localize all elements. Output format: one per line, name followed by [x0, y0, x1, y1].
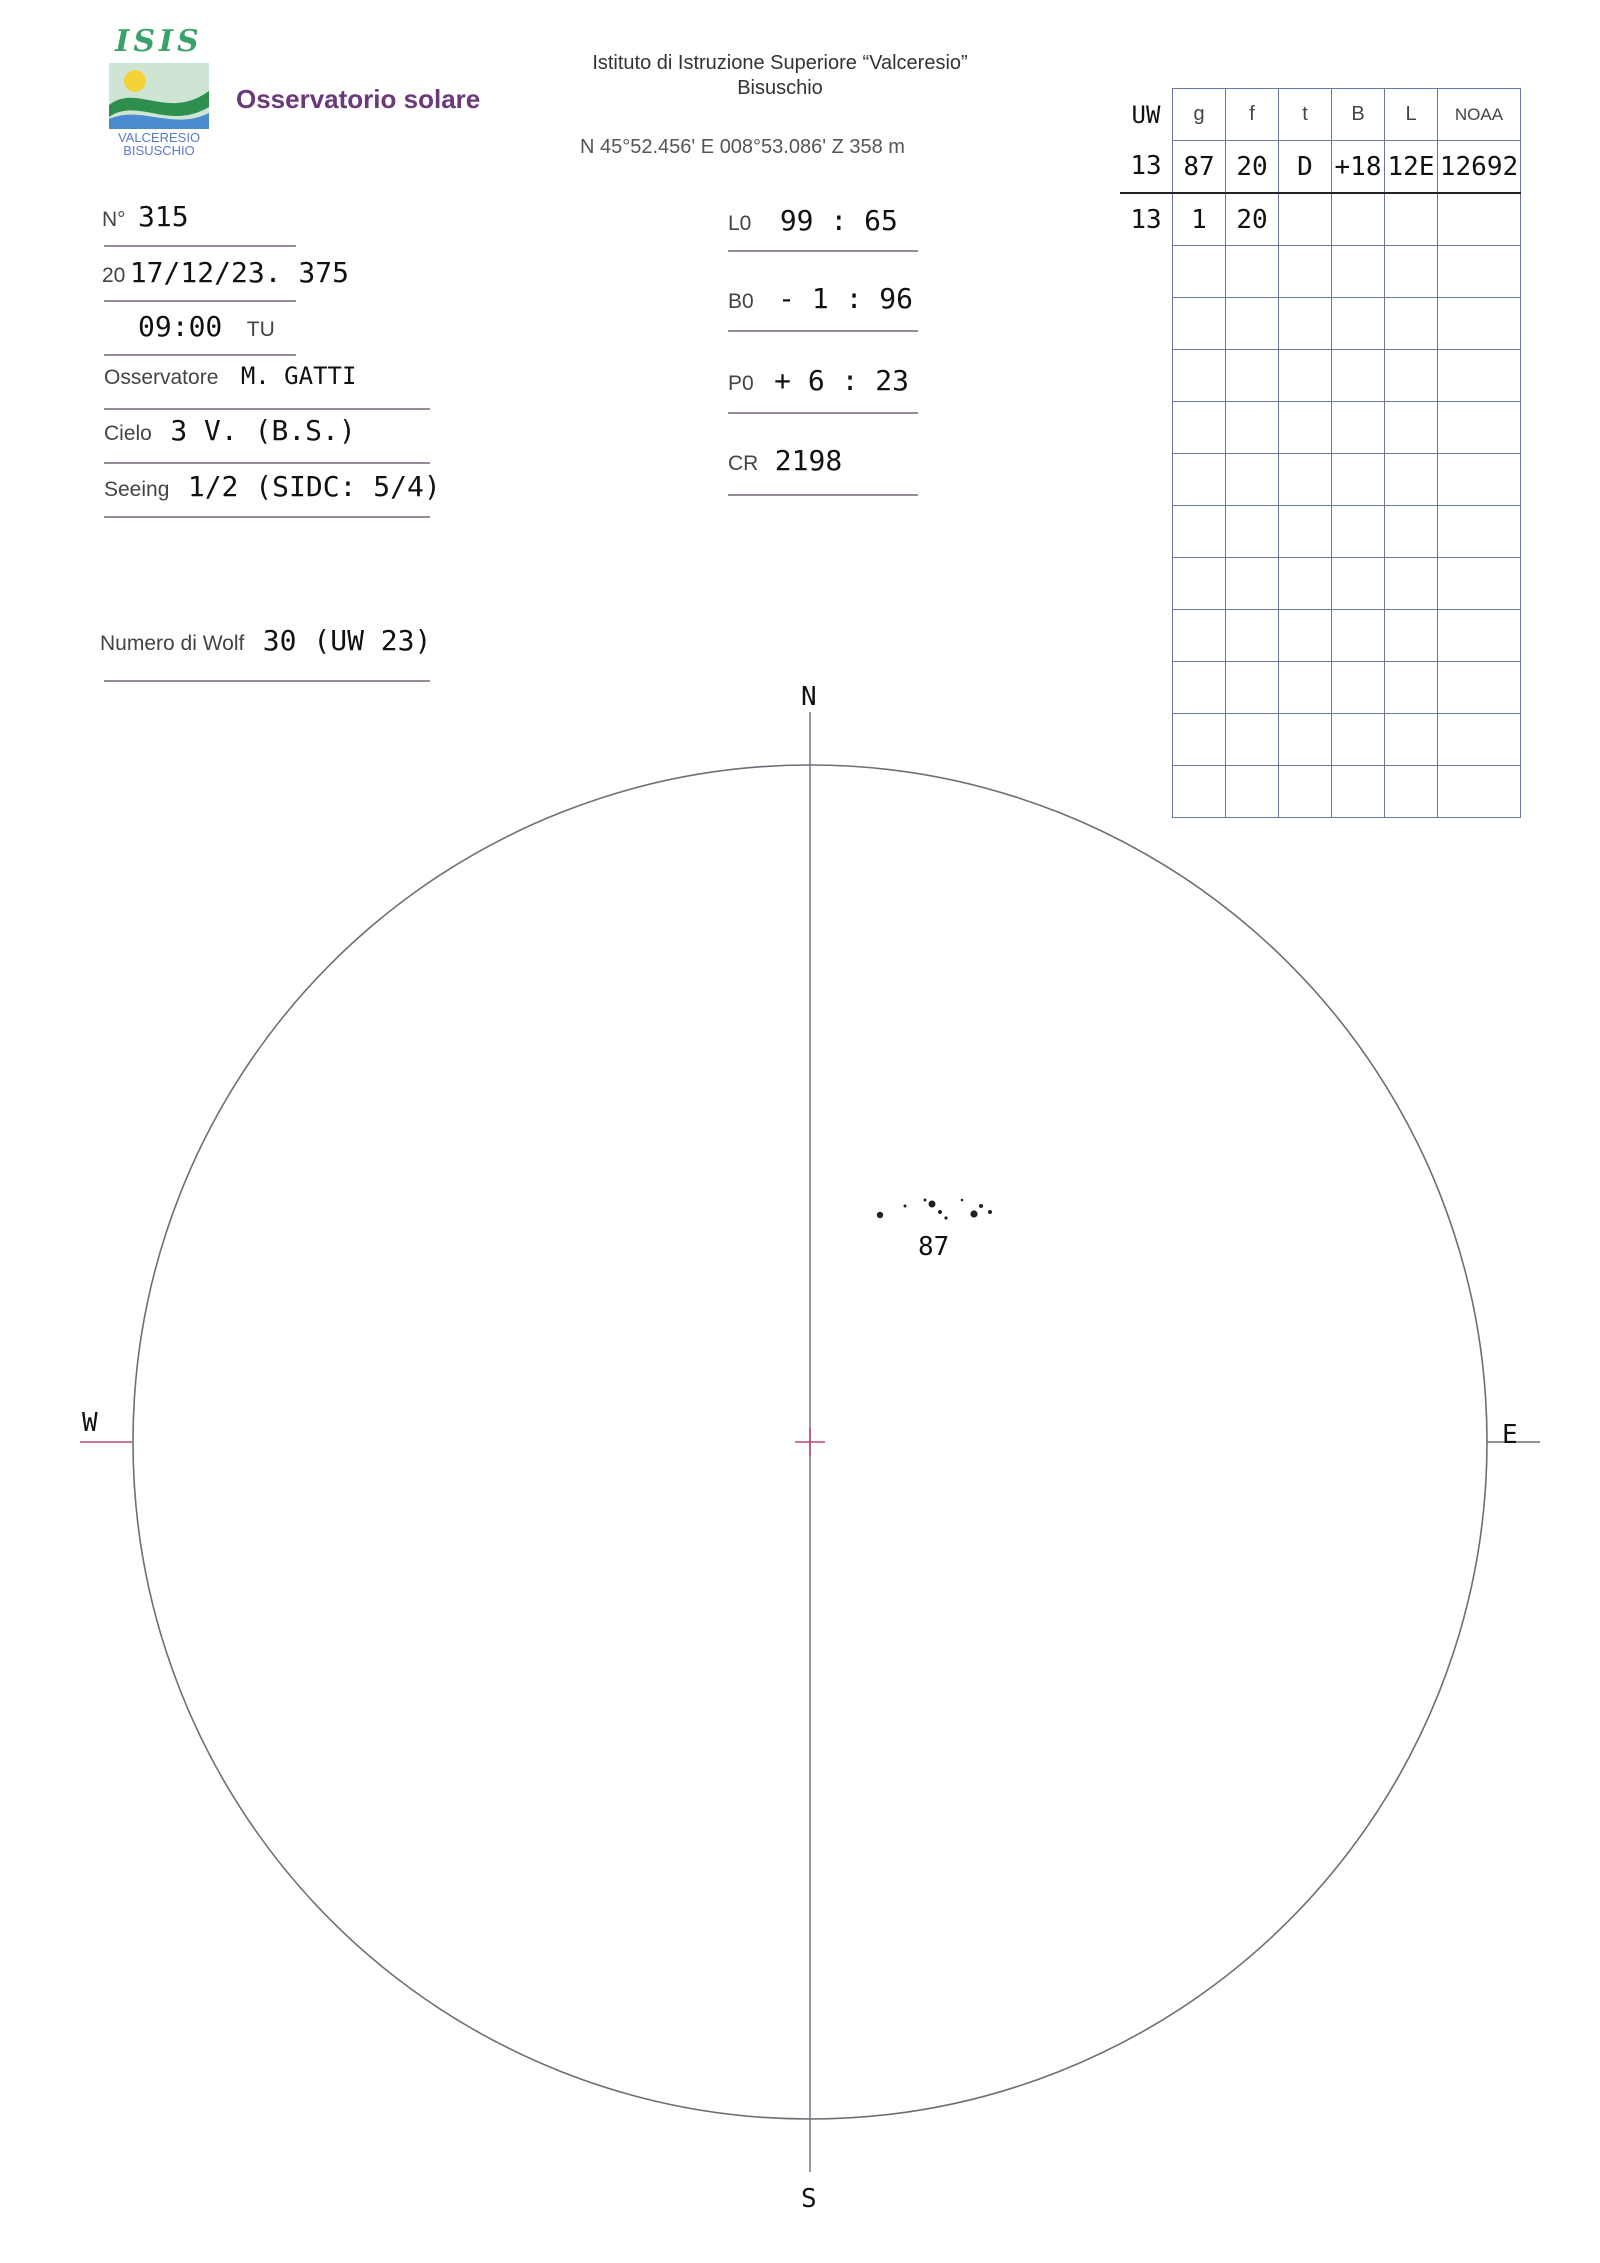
table-cell [1120, 766, 1173, 818]
table-cell [1438, 714, 1521, 766]
table-cell [1438, 298, 1521, 350]
divider [104, 408, 430, 410]
table-row [1120, 506, 1521, 558]
table-cell [1385, 454, 1438, 506]
divider [728, 412, 918, 414]
observatory-title: Osservatorio solare [236, 84, 481, 114]
divider [728, 250, 918, 252]
divider [104, 462, 430, 464]
table-cell [1279, 662, 1332, 714]
table-cell [1279, 766, 1332, 818]
table-cell: 20 [1226, 193, 1279, 246]
table-header-cell: f [1226, 89, 1279, 141]
table-cell: 20 [1226, 141, 1279, 194]
sunspot [929, 1201, 936, 1208]
sunspot [938, 1210, 942, 1214]
table-cell [1332, 558, 1385, 610]
logo-graphic [107, 61, 211, 131]
table-cell [1438, 246, 1521, 298]
number-value: 315 [138, 200, 189, 233]
wolf-field [100, 624, 431, 657]
divider [728, 330, 918, 332]
divider [104, 354, 296, 356]
table-cell [1332, 350, 1385, 402]
table-cell [1279, 298, 1332, 350]
table-cell [1226, 662, 1279, 714]
table-header-cell: B [1332, 89, 1385, 141]
table-cell [1279, 454, 1332, 506]
table-cell [1279, 558, 1332, 610]
date-prefix: 20 [102, 264, 126, 287]
table-cell [1385, 246, 1438, 298]
table-cell [1226, 766, 1279, 818]
table-row [1120, 246, 1521, 298]
table-cell [1332, 193, 1385, 246]
number-field [102, 200, 189, 233]
cr-value: 2198 [774, 444, 843, 477]
table-cell [1226, 350, 1279, 402]
table-cell [1120, 558, 1173, 610]
divider [104, 300, 296, 302]
number-label: N° [102, 208, 126, 231]
sky-label: Cielo [104, 422, 152, 445]
table-cell [1120, 246, 1173, 298]
table-row [1120, 662, 1521, 714]
observer-field [104, 362, 356, 390]
table-cell [1120, 662, 1173, 714]
west-label: W [82, 1408, 98, 1438]
table-row [1120, 193, 1521, 246]
table-cell [1226, 298, 1279, 350]
table-cell [1438, 193, 1521, 246]
table-cell [1226, 714, 1279, 766]
table-cell [1438, 506, 1521, 558]
table-cell [1438, 402, 1521, 454]
table-cell [1385, 298, 1438, 350]
divider [104, 680, 430, 682]
table-cell [1438, 558, 1521, 610]
table-header-cell: UW [1120, 89, 1173, 141]
sunspot [961, 1199, 964, 1202]
table-cell [1226, 402, 1279, 454]
table-cell [1120, 506, 1173, 558]
table-cell [1173, 714, 1226, 766]
table-cell [1385, 402, 1438, 454]
p0-label: P0 [728, 372, 754, 395]
table-cell [1332, 454, 1385, 506]
table-cell: 12E [1385, 141, 1438, 194]
table-row [1120, 350, 1521, 402]
l0-value: 99 : 65 [779, 204, 898, 237]
table-cell [1385, 662, 1438, 714]
sky-value: 3 V. (B.S.) [170, 414, 356, 447]
table-cell [1332, 506, 1385, 558]
table-cell [1385, 350, 1438, 402]
table-cell [1385, 193, 1438, 246]
table-cell [1438, 766, 1521, 818]
sunspot [988, 1210, 992, 1214]
table-cell: 12692 [1438, 141, 1521, 194]
table-cell [1438, 350, 1521, 402]
table-cell [1226, 246, 1279, 298]
time-field [138, 310, 275, 343]
table-cell [1279, 246, 1332, 298]
table-row [1120, 141, 1521, 194]
table-cell [1173, 662, 1226, 714]
institute-block [520, 52, 1040, 100]
table-cell: 87 [1173, 141, 1226, 194]
table-cell [1279, 193, 1332, 246]
sunspot [904, 1205, 907, 1208]
table-cell [1332, 246, 1385, 298]
divider [728, 494, 918, 496]
table-cell [1332, 714, 1385, 766]
table-cell [1279, 350, 1332, 402]
table-row [1120, 610, 1521, 662]
sunspot [924, 1199, 927, 1202]
p0-value: + 6 : 23 [774, 364, 909, 397]
time-suffix: TU [246, 318, 275, 341]
table-cell [1120, 610, 1173, 662]
table-cell [1385, 506, 1438, 558]
table-cell: 13 [1120, 141, 1173, 194]
table-cell [1173, 454, 1226, 506]
table-cell [1120, 454, 1173, 506]
table-cell [1385, 610, 1438, 662]
table-header-row [1120, 89, 1521, 141]
l0-label: L0 [728, 212, 752, 235]
table-cell [1173, 610, 1226, 662]
institute-name: Istituto di Istruzione Superiore “Valceresio” [592, 52, 968, 74]
seeing-value: 1/2 (SIDC: 5/4) [187, 470, 441, 503]
table-cell [1385, 714, 1438, 766]
table-cell [1332, 610, 1385, 662]
group-number-label: 87 [918, 1232, 950, 1262]
wolf-label: Numero di Wolf [100, 632, 245, 655]
table-header-cell: g [1173, 89, 1226, 141]
institute-town: Bisuschio [737, 77, 823, 99]
table-cell [1332, 402, 1385, 454]
table-cell [1438, 662, 1521, 714]
table-cell [1173, 246, 1226, 298]
table-cell [1173, 766, 1226, 818]
table-cell [1120, 298, 1173, 350]
south-label: S [801, 2184, 817, 2214]
table-cell [1279, 610, 1332, 662]
sunspot [979, 1204, 983, 1208]
table-row [1120, 298, 1521, 350]
logo-text: ISIS [115, 24, 203, 59]
table-row [1120, 402, 1521, 454]
table-cell [1226, 558, 1279, 610]
b0-value: - 1 : 96 [778, 282, 913, 315]
table-cell [1279, 714, 1332, 766]
table-cell: 13 [1120, 193, 1173, 246]
table-row [1120, 714, 1521, 766]
table-cell: +18 [1332, 141, 1385, 194]
seeing-field [104, 470, 441, 503]
solar-disk [133, 765, 1487, 2119]
site-coordinates: N 45°52.456' E 008°53.086' Z 358 m [580, 136, 905, 158]
date-value: 17/12/23. 375 [129, 256, 349, 289]
date-field [102, 256, 349, 289]
table-cell [1385, 766, 1438, 818]
table-header-cell: t [1279, 89, 1332, 141]
table-cell [1438, 610, 1521, 662]
divider [104, 245, 296, 247]
table-cell [1332, 662, 1385, 714]
logo-caption: VALCERESIO BISUSCHIO [117, 130, 201, 158]
table-cell [1226, 506, 1279, 558]
table-cell [1173, 402, 1226, 454]
sunspot [944, 1216, 947, 1219]
table-cell [1279, 506, 1332, 558]
table-cell [1279, 402, 1332, 454]
table-cell [1385, 558, 1438, 610]
sunspot [877, 1212, 883, 1218]
table-cell [1226, 454, 1279, 506]
table-cell [1120, 350, 1173, 402]
east-label: E [1502, 1420, 1518, 1450]
table-header-cell: L [1385, 89, 1438, 141]
seeing-label: Seeing [104, 478, 170, 501]
table-header-cell: NOAA [1438, 89, 1521, 141]
table-cell: D [1279, 141, 1332, 194]
table-row [1120, 558, 1521, 610]
table-row [1120, 454, 1521, 506]
north-label: N [801, 682, 817, 712]
table-cell: 1 [1173, 193, 1226, 246]
table-cell [1173, 558, 1226, 610]
sunspot [970, 1210, 977, 1217]
table-cell [1120, 714, 1173, 766]
divider [104, 516, 430, 518]
b0-field [728, 282, 913, 315]
time-value: 09:00 [138, 310, 223, 343]
table-cell [1226, 610, 1279, 662]
table-cell [1173, 298, 1226, 350]
table-cell [1332, 766, 1385, 818]
sunspot-group-87 [877, 1199, 992, 1220]
table-cell [1120, 402, 1173, 454]
logo [104, 24, 214, 157]
cr-field [728, 444, 842, 477]
sky-field [104, 414, 356, 447]
table-cell [1332, 298, 1385, 350]
l0-field [728, 204, 898, 237]
wolf-value: 30 (UW 23) [262, 624, 432, 657]
group-table [1120, 88, 1521, 818]
table-cell [1173, 350, 1226, 402]
b0-label: B0 [728, 290, 754, 313]
table-cell [1173, 506, 1226, 558]
table-cell [1438, 454, 1521, 506]
observer-value: M. GATTI [240, 362, 357, 390]
cr-label: CR [728, 452, 759, 475]
table-row [1120, 766, 1521, 818]
p0-field [728, 364, 909, 397]
observer-label: Osservatore [104, 366, 219, 389]
